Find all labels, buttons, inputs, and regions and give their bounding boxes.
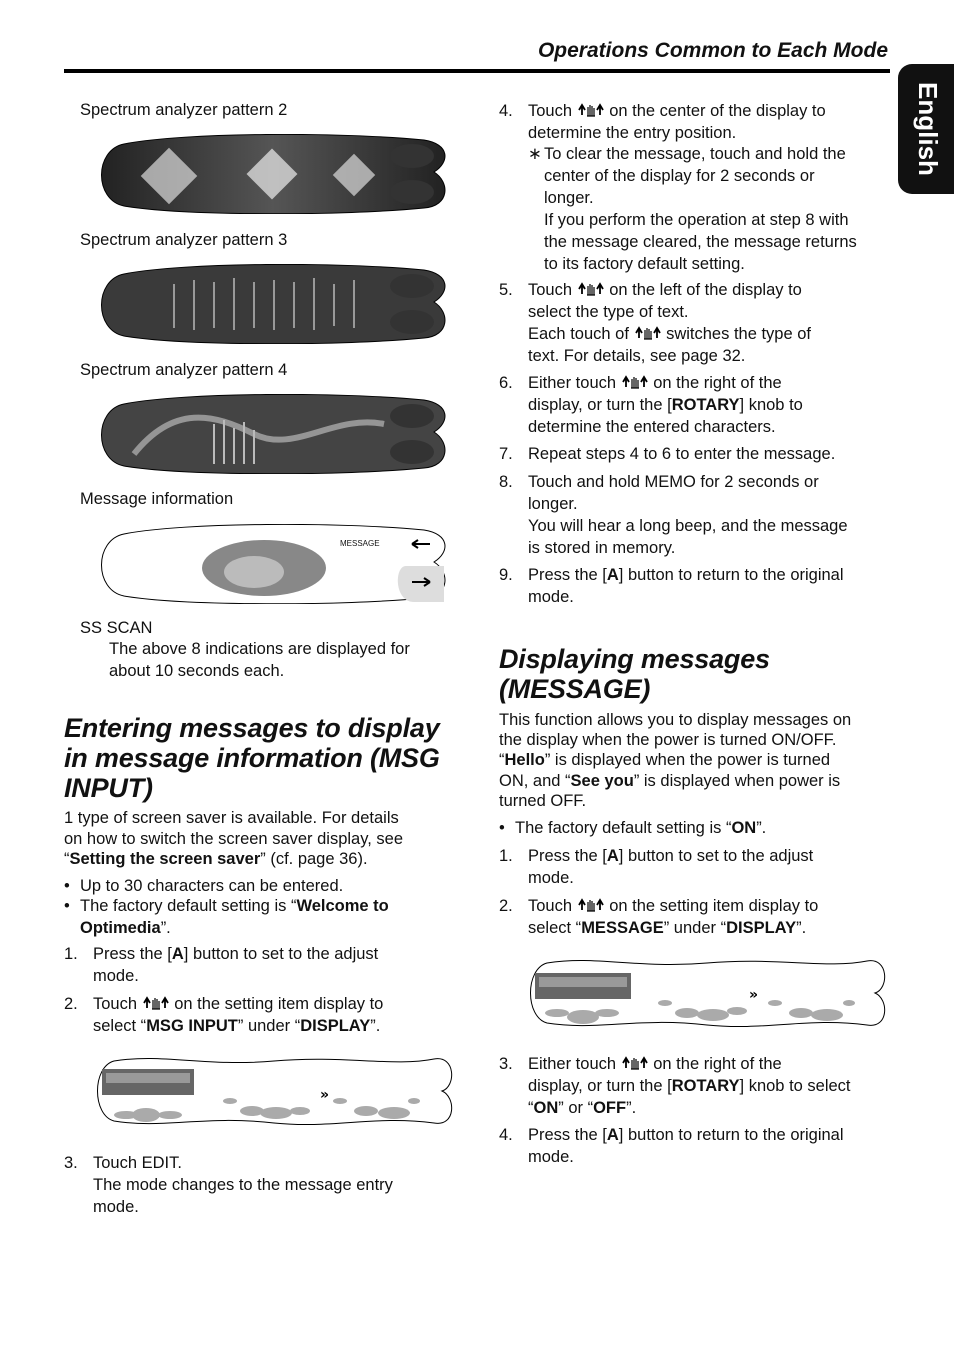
bullet-char-limit: • Up to 30 characters can be entered. bbox=[64, 875, 343, 897]
bullet-message-default: • The factory default setting is “ON”. bbox=[499, 817, 766, 839]
step-9: 9. Press the [A] button to return to the original mode. bbox=[499, 566, 844, 606]
touch-icon bbox=[634, 325, 662, 341]
msg-intro-3: “Hello” is displayed when the power is turned bbox=[499, 751, 831, 769]
step-7: 7. Repeat steps 4 to 6 to enter the message. bbox=[499, 445, 836, 463]
ss-scan-text-1: The above 8 indications are displayed for bbox=[109, 640, 410, 658]
touch-icon bbox=[621, 1055, 649, 1071]
pattern2-label: Spectrum analyzer pattern 2 bbox=[80, 101, 288, 119]
language-tab-label: English bbox=[913, 82, 943, 176]
touch-icon bbox=[577, 281, 605, 297]
svg-text:»: » bbox=[320, 1087, 330, 1103]
message-info-display bbox=[94, 524, 450, 604]
spectrum-pattern3-display bbox=[94, 264, 450, 344]
spectrum-pattern4-display bbox=[94, 394, 450, 474]
msg-intro-1: This function allows you to display messages on bbox=[499, 711, 852, 729]
section-title-message-2: (MESSAGE) bbox=[499, 674, 651, 704]
language-tab bbox=[898, 64, 954, 194]
section-header-title: Operations Common to Each Mode bbox=[537, 39, 888, 62]
section-title-message-1: Displaying messages bbox=[499, 644, 770, 674]
intro-line-2: on how to switch the screen saver display, see bbox=[64, 830, 404, 848]
intro-line-1: 1 type of screen saver is available. For details bbox=[64, 809, 399, 827]
header-rule bbox=[64, 69, 890, 73]
touch-icon bbox=[577, 897, 605, 913]
section-title-msg-input-2: in message information (MSG bbox=[64, 743, 440, 773]
message-step-4: 4. Press the [A] button to return to the original mode. bbox=[499, 1126, 844, 1166]
ss-scan-text-2: about 10 seconds each. bbox=[109, 662, 285, 680]
step-6: 6. Either touch on the right of the display, or turn the [ROTARY] knob to determine the entered characters. bbox=[499, 374, 803, 436]
touch-icon bbox=[577, 102, 605, 118]
msg-intro-5: turned OFF. bbox=[499, 792, 587, 810]
section-title-msg-input-1: Entering messages to display bbox=[64, 713, 440, 743]
step-1: 1. Press the [A] button to set to the adjust mode. bbox=[64, 945, 379, 985]
step-3: 3. Touch EDIT. The mode changes to the message entry mode. bbox=[64, 1154, 393, 1216]
message-tag: MESSAGE bbox=[340, 539, 380, 548]
bullet-default-setting: • The factory default setting is “Welcome to Optimedia”. bbox=[64, 895, 389, 939]
step-5: 5. Touch on the left of the display to select the type of text. Each touch of switches the type of text. For details, see page 32. bbox=[499, 281, 812, 365]
section-title-msg-input-3: INPUT) bbox=[64, 773, 153, 803]
msg-intro-4: ON, and “See you” is displayed when power is bbox=[499, 772, 841, 790]
step-4-note: ∗ To clear the message, touch and hold the center of the display for 2 seconds or longer. If you perform the operation at step 8 with the message cleared, the message returns to its factory default setting. bbox=[528, 145, 857, 273]
message-step-3: 3. Either touch on the right of the display, or turn the [ROTARY] knob to select “ON” or “OFF”. bbox=[499, 1055, 851, 1117]
touch-icon bbox=[621, 374, 649, 390]
touch-icon bbox=[142, 995, 170, 1011]
pattern3-label: Spectrum analyzer pattern 3 bbox=[80, 231, 288, 249]
message-info-label: Message information bbox=[80, 490, 234, 508]
step-8: 8. Touch and hold MEMO for 2 seconds or longer. You will hear a long beep, and the message is stored in memory. bbox=[499, 473, 848, 557]
message-step-2: 2. Touch on the setting item display to select “MESSAGE” under “DISPLAY”. bbox=[499, 897, 819, 937]
msg-intro-2: the display when the power is turned ON/OFF. bbox=[499, 731, 837, 749]
svg-text:»: » bbox=[749, 987, 759, 1003]
setting-item-display-msg-input bbox=[94, 1053, 454, 1129]
spectrum-pattern2-display bbox=[94, 134, 450, 214]
message-step-1: 1. Press the [A] button to set to the adjust mode. bbox=[499, 847, 814, 887]
step-2: 2. Touch on the setting item display to select “MSG INPUT” under “DISPLAY”. bbox=[64, 995, 384, 1035]
ss-scan-label: SS SCAN bbox=[80, 619, 153, 637]
step-4: 4. Touch on the center of the display to determine the entry position. bbox=[499, 102, 826, 142]
intro-line-3: “Setting the screen saver” (cf. page 36). bbox=[64, 850, 368, 868]
setting-item-display-message bbox=[527, 955, 887, 1031]
pattern4-label: Spectrum analyzer pattern 4 bbox=[80, 361, 288, 379]
